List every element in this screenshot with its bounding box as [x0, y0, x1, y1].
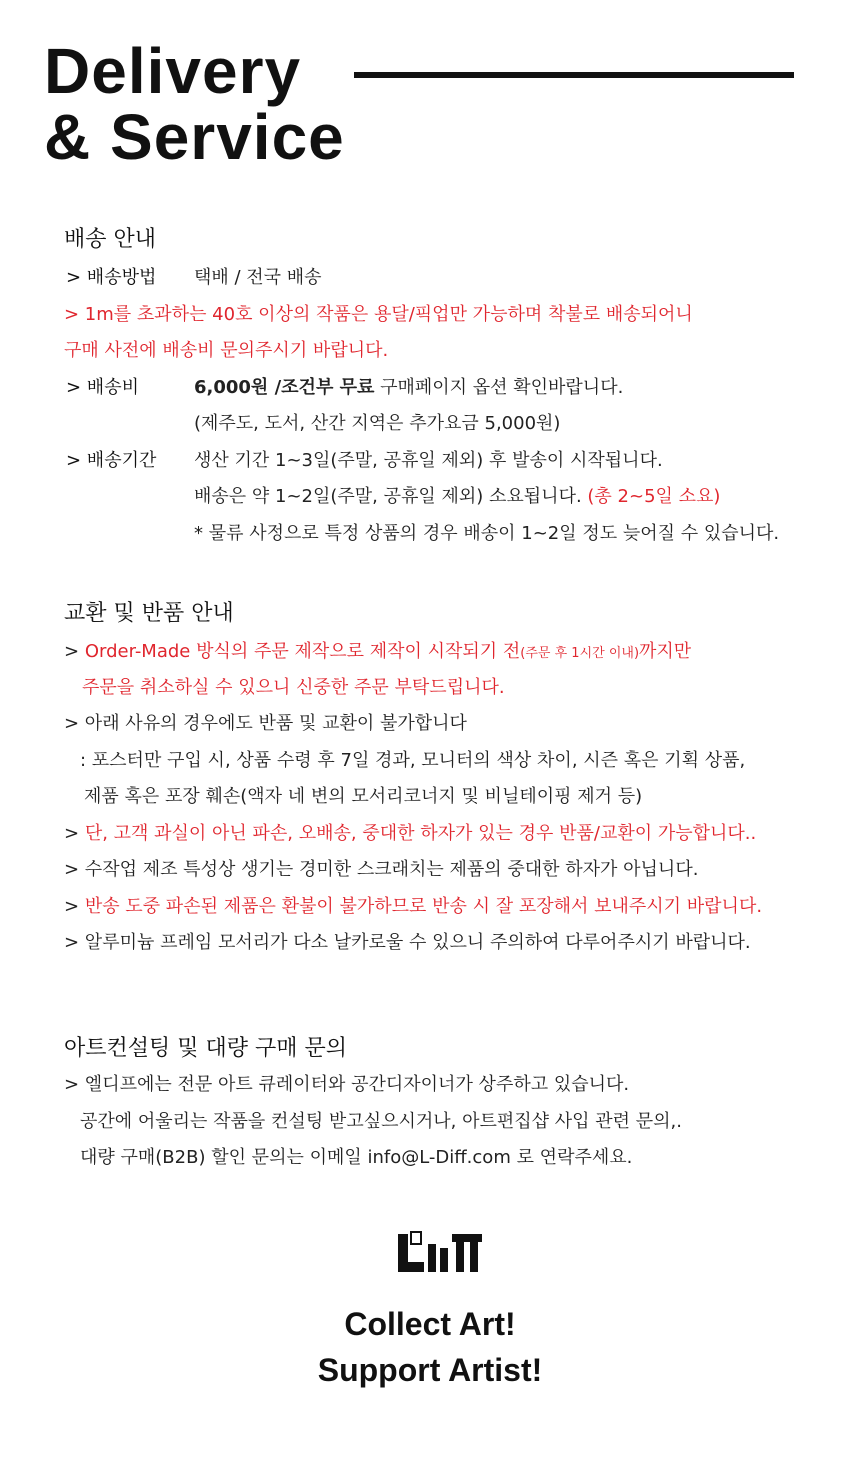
returns-line9: > 알루미늄 프레임 모서리가 다소 날카로울 수 있으니 주의하여 다루어주시기 바랍니다.	[64, 932, 751, 953]
delivery-notice-line2: 구매 사전에 배송비 문의주시기 바랍니다.	[64, 340, 389, 361]
returns-line1-end: 까지만	[639, 641, 692, 662]
returns-line8	[64, 895, 762, 919]
delivery-period-line1: 생산 기간 1~3일(주말, 공휴일 제외) 후 발송이 시작됩니다.	[194, 450, 663, 471]
returns-line6-text: 단, 고객 과실이 아닌 파손, 오배송, 중대한 하자가 있는 경우 반품/교환이 가능합니다..	[84, 823, 757, 844]
delivery-fee-bold: 6,000원 /조건부 무료	[194, 377, 375, 398]
delivery-fee-rest: 구매페이지 옵션 확인바랍니다.	[374, 377, 624, 398]
delivery-fee-label: > 배송비	[66, 377, 139, 398]
returns-line1-prefix: >	[64, 641, 85, 662]
returns-line8-text: 반송 도중 파손된 제품은 환불이 불가하므로 반송 시 잘 포장해서 보내주시기 바랍니다.	[84, 896, 763, 917]
returns-section-title: 교환 및 반품 안내	[64, 601, 234, 626]
delivery-method-value: 택배 / 전국 배송	[194, 267, 322, 288]
returns-line1	[64, 640, 691, 666]
returns-line6-prefix: >	[64, 823, 85, 844]
returns-line5: 제품 혹은 포장 훼손(액자 네 변의 모서리코너지 및 비닐테이핑 제거 등)	[84, 786, 643, 807]
consult-line1: > 엘디프에는 전문 아트 큐레이터와 공간디자이너가 상주하고 있습니다.	[64, 1074, 630, 1095]
consult-line2: 공간에 어울리는 작품을 컨설팅 받고싶으시거나, 아트편집샵 사입 관련 문의,.	[80, 1111, 682, 1132]
delivery-period-line3: * 물류 사정으로 특정 상품의 경우 배송이 1~2일 정도 늦어질 수 있습니다.	[194, 523, 780, 544]
delivery-period-line2-text: 배송은 약 1~2일(주말, 공휴일 제외) 소요됩니다.	[194, 486, 582, 507]
delivery-period-line2	[194, 485, 720, 509]
returns-line3: > 아래 사유의 경우에도 반품 및 교환이 불가합니다	[64, 713, 467, 734]
consult-line3: 대량 구매(B2B) 할인 문의는 이메일 info@L-Diff.com 로 연락주세요.	[80, 1147, 633, 1168]
returns-line4: : 포스터만 구입 시, 상품 수령 후 7일 경과, 모니터의 색상 차이, 시즌 혹은 기획 상품,	[80, 750, 746, 771]
hero-title-line1: Delivery	[44, 35, 302, 107]
returns-line7: > 수작업 제조 특성상 생기는 경미한 스크래치는 제품의 중대한 하자가 아닙니다.	[64, 859, 699, 880]
delivery-period-label: > 배송기간	[66, 450, 157, 471]
slogan-line1: Collect Art!	[344, 1306, 516, 1342]
hero-title-line2: & Service	[44, 101, 345, 173]
brand-logo	[398, 1230, 484, 1274]
hero-divider	[354, 72, 794, 78]
returns-line1-main: Order-Made 방식의 주문 제작으로 제작이 시작되기 전	[84, 641, 521, 662]
delivery-fee-extra: (제주도, 도서, 산간 지역은 추가요금 5,000원)	[194, 413, 561, 434]
delivery-period-total: (총 2~5일 소요)	[581, 486, 721, 507]
returns-line6	[64, 822, 756, 846]
hero-header	[44, 36, 804, 186]
consult-section-title: 아트컨설팅 및 대량 구매 문의	[64, 1036, 347, 1061]
delivery-section-title: 배송 안내	[64, 227, 157, 252]
delivery-notice-line1: > 1m를 초과하는 40호 이상의 작품은 용달/픽업만 가능하며 착불로 배송되어니	[64, 304, 693, 325]
slogan-line2: Support Artist!	[317, 1352, 543, 1388]
delivery-method-label: > 배송방법	[66, 267, 157, 288]
returns-line8-prefix: >	[64, 896, 85, 917]
returns-line1-small: (주문 후 1시간 이내)	[520, 646, 640, 661]
returns-line2: 주문을 취소하실 수 있으니 신중한 주문 부탁드립니다.	[82, 677, 505, 698]
delivery-fee-value	[194, 376, 623, 400]
